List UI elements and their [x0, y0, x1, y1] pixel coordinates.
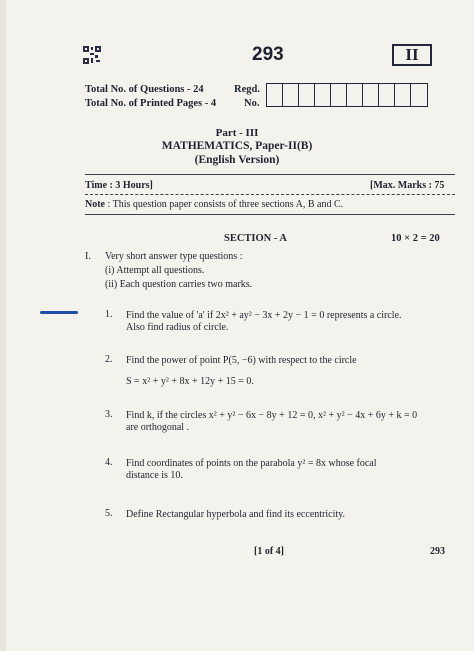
- regd-box: [283, 84, 299, 106]
- regd-box: [315, 84, 331, 106]
- regd-label: Regd.: [234, 84, 260, 95]
- question-text: Define Rectangular hyperbola and find its eccentricity.: [126, 509, 345, 520]
- regd-box: [379, 84, 395, 106]
- exam-time: Time : 3 Hours]: [85, 180, 153, 191]
- divider: [85, 214, 455, 215]
- regd-box: [331, 84, 347, 106]
- note-text: : This question paper consists of three sections A, B and C.: [107, 199, 344, 210]
- page-number: [1 of 4]: [254, 546, 284, 557]
- question-number: 3.: [105, 409, 113, 420]
- paper-code: 293: [252, 44, 284, 65]
- version-heading: (English Version): [194, 154, 280, 166]
- subject-heading: MATHEMATICS, Paper-II(B): [161, 140, 313, 152]
- section-marks: 10 × 2 = 20: [391, 233, 440, 244]
- regd-box: [363, 84, 379, 106]
- instruction-roman: I.: [85, 251, 91, 262]
- question-number: 5.: [105, 508, 113, 519]
- regd-box: [299, 84, 315, 106]
- max-marks: [Max. Marks : 75: [370, 180, 445, 191]
- divider-dashed: [85, 194, 455, 195]
- pen-margin-mark: [40, 311, 78, 314]
- regd-box: [347, 84, 363, 106]
- section-title: SECTION - A: [224, 233, 288, 244]
- question-text: S = x² + y² + 8x + 12y + 15 = 0.: [126, 376, 254, 387]
- question-text: Find coordinates of points on the parabola y² = 8x whose focal: [126, 458, 377, 469]
- regd-box: [395, 84, 411, 106]
- registration-number-boxes: [266, 83, 428, 107]
- regd-box: [411, 84, 427, 106]
- divider: [85, 174, 455, 175]
- note-label: Note: [85, 199, 105, 210]
- note: [85, 198, 343, 211]
- question-text: Also find radius of circle.: [126, 322, 229, 333]
- instruction-item: (i) Attempt all questions.: [105, 265, 205, 276]
- total-pages: Total No. of Printed Pages - 4: [85, 98, 217, 109]
- qr-code-icon: [83, 46, 101, 64]
- question-text: Find the value of 'a' if 2x² + ay² − 3x + 2y − 1 = 0 represents a circle.: [126, 310, 402, 321]
- instruction-heading: Very short answer type questions :: [105, 251, 243, 262]
- page-edge: [0, 0, 6, 651]
- footer-code: 293: [430, 546, 445, 557]
- question-text: distance is 10.: [126, 470, 183, 481]
- paper-number-box: II: [392, 44, 432, 66]
- question-text: Find the power of point P(5, −6) with respect to the circle: [126, 355, 357, 366]
- no-label: No.: [244, 98, 260, 109]
- question-text: are orthogonal .: [126, 422, 190, 433]
- question-number: 4.: [105, 457, 113, 468]
- question-number: 1.: [105, 309, 113, 320]
- question-number: 2.: [105, 354, 113, 365]
- part-heading: Part - III: [215, 127, 259, 139]
- question-text: Find k, if the circles x² + y² − 6x − 8y + 12 = 0, x² + y² − 4x + 6y + k = 0: [126, 410, 418, 421]
- regd-box: [267, 84, 283, 106]
- instruction-item: (ii) Each question carries two marks.: [105, 279, 253, 290]
- total-questions: Total No. of Questions - 24: [85, 84, 204, 95]
